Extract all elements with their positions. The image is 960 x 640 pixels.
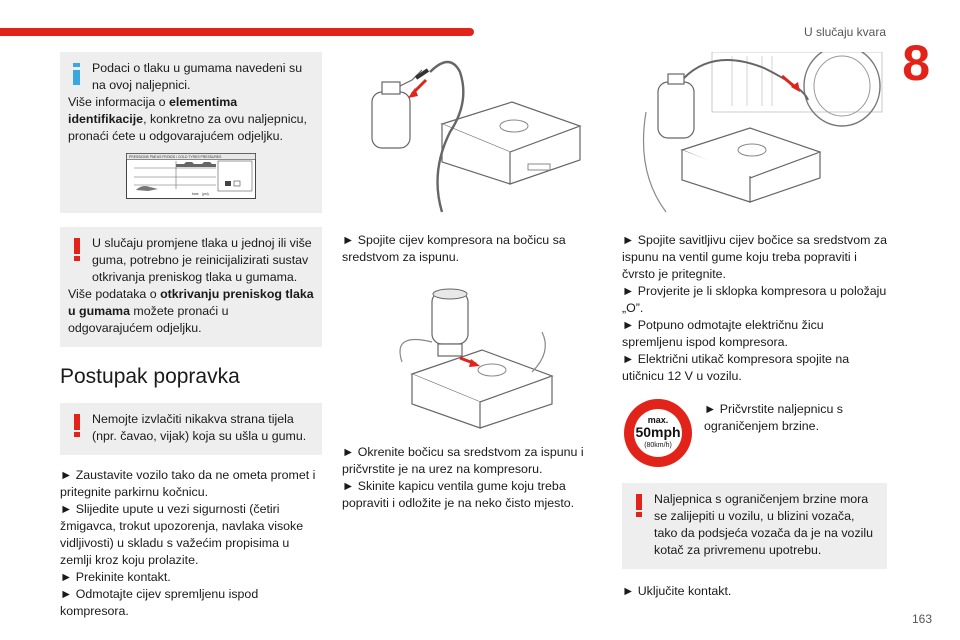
warning-text-2-pre: Više podataka o: [68, 287, 161, 301]
info-text-2-pre: Više informacija o: [68, 95, 170, 109]
step-attach-sticker: ► Pričvrstite naljepnicu s ograničenjem brzine.: [704, 402, 843, 433]
warning-text-2-bold: otkrivanju preniskog tlaka u gumama: [68, 287, 314, 318]
warning-icon: [68, 236, 86, 262]
column-right: [622, 52, 887, 600]
step-item: ► Zaustavite vozilo tako da ne ometa promet i pritegnite parkirnu kočnicu.: [60, 468, 316, 499]
info-text-2: [68, 94, 314, 145]
sign-text-kmh: (80km/h): [644, 442, 672, 449]
compressor-hose-illustration: [342, 52, 604, 220]
step-attach-bottle: ► Okrenite bočicu sa sredstvom za ispunu i pričvrstite je na urez na kompresoru.: [342, 445, 584, 476]
speed-sign-row: [622, 397, 887, 469]
info-icon: [68, 61, 86, 87]
tyre-pressure-label-image: [126, 153, 256, 199]
column-middle: [342, 52, 604, 512]
section-heading: Postupak popravka: [60, 365, 240, 388]
chapter-number: 8: [902, 35, 930, 91]
step-connect-hose: ► Spojite cijev kompresora na bočicu sa sredstvom za ispunu.: [342, 233, 566, 264]
warning-text-2-post: možete pronaći u odgovarajućem odjeljku.: [68, 304, 229, 335]
warning-text-sticker: Naljepnica s ograničenjem brzine mora se zalijepiti u vozilu, u blizini vozača, tako da podsjeća vozača da je na vozilu kotač za privremenu upotrebu.: [654, 492, 874, 557]
speed-limit-sign: [622, 397, 694, 469]
chapter-accent-bar: [0, 28, 474, 36]
info-text-2-bold: elementima identifikacije: [68, 95, 238, 126]
info-box: [60, 52, 322, 213]
warning-box-pressure: [60, 227, 322, 347]
page-number: 163: [911, 612, 932, 626]
info-text-2-post: , konkretno za ovu naljepnicu, pronaći ćete u odgovarajućem odjeljku.: [68, 112, 307, 143]
column-left: [60, 52, 322, 620]
warning-icon: [630, 492, 648, 518]
steps-list-right: [622, 232, 887, 385]
sign-text-max: max.: [647, 415, 669, 425]
step-item: ► Slijedite upute u vezi sigurnosti (četiri žmigavca, trokut upozorenja, navlaka visoke vidljivosti) u skladu s važećim propisima u zemlji kroz koju prolazite.: [60, 502, 304, 567]
step-ignition-on: ► Uključite kontakt.: [622, 584, 732, 598]
step-item: ► Spojite savitljivu cijev bočice sa sredstvom za ispunu na ventil gume koju treba popraviti i čvrsto je pritegnite.: [622, 233, 887, 281]
label-text-top: PRESSIONS PNEUS FROIDS / COLD TYRES PRESSURES: [129, 155, 222, 159]
tyre-valve-illustration: [622, 52, 887, 220]
warning-box-sticker: [622, 483, 887, 569]
label-text-bar: bars: [192, 192, 199, 196]
compressor-bottle-illustration: [342, 282, 604, 432]
warning-icon: [68, 412, 86, 438]
step-item: ► Potpuno odmotajte električnu žicu spremljenu ispod kompresora.: [622, 318, 824, 349]
warning-box-foreign-objects: [60, 403, 322, 455]
info-text-1: Podaci o tlaku u gumama navedeni su na ovoj naljepnici.: [92, 61, 303, 92]
label-text-psi: (psi): [202, 192, 209, 196]
warning-text-2: [68, 286, 314, 337]
step-item: ► Odmotajte cijev spremljenu ispod kompresora.: [60, 587, 259, 618]
chapter-title: U slučaju kvara: [803, 25, 886, 39]
step-item: ► Električni utikač kompresora spojite na utičnicu 12 V u vozilu.: [622, 352, 850, 383]
sign-text-speed: 50mph: [635, 424, 681, 440]
warning-text-1: U slučaju promjene tlaka u jednoj ili više guma, potrebno je reinicijalizirati sustav otkrivanja preniskog tlaka u gumama.: [92, 236, 312, 284]
step-remove-valve-cap: ► Skinite kapicu ventila gume koju treba popraviti i odložite je na neko čisto mjesto.: [342, 479, 575, 510]
step-item: ► Provjerite je li sklopka kompresora u položaju „O”.: [622, 284, 887, 315]
warning-text-foreign: Nemojte izvlačiti nikakva strana tijela (npr. čavao, vijak) koja su ušla u gumu.: [92, 412, 307, 443]
step-item: ► Prekinite kontakt.: [60, 570, 171, 584]
steps-list: [60, 467, 322, 620]
